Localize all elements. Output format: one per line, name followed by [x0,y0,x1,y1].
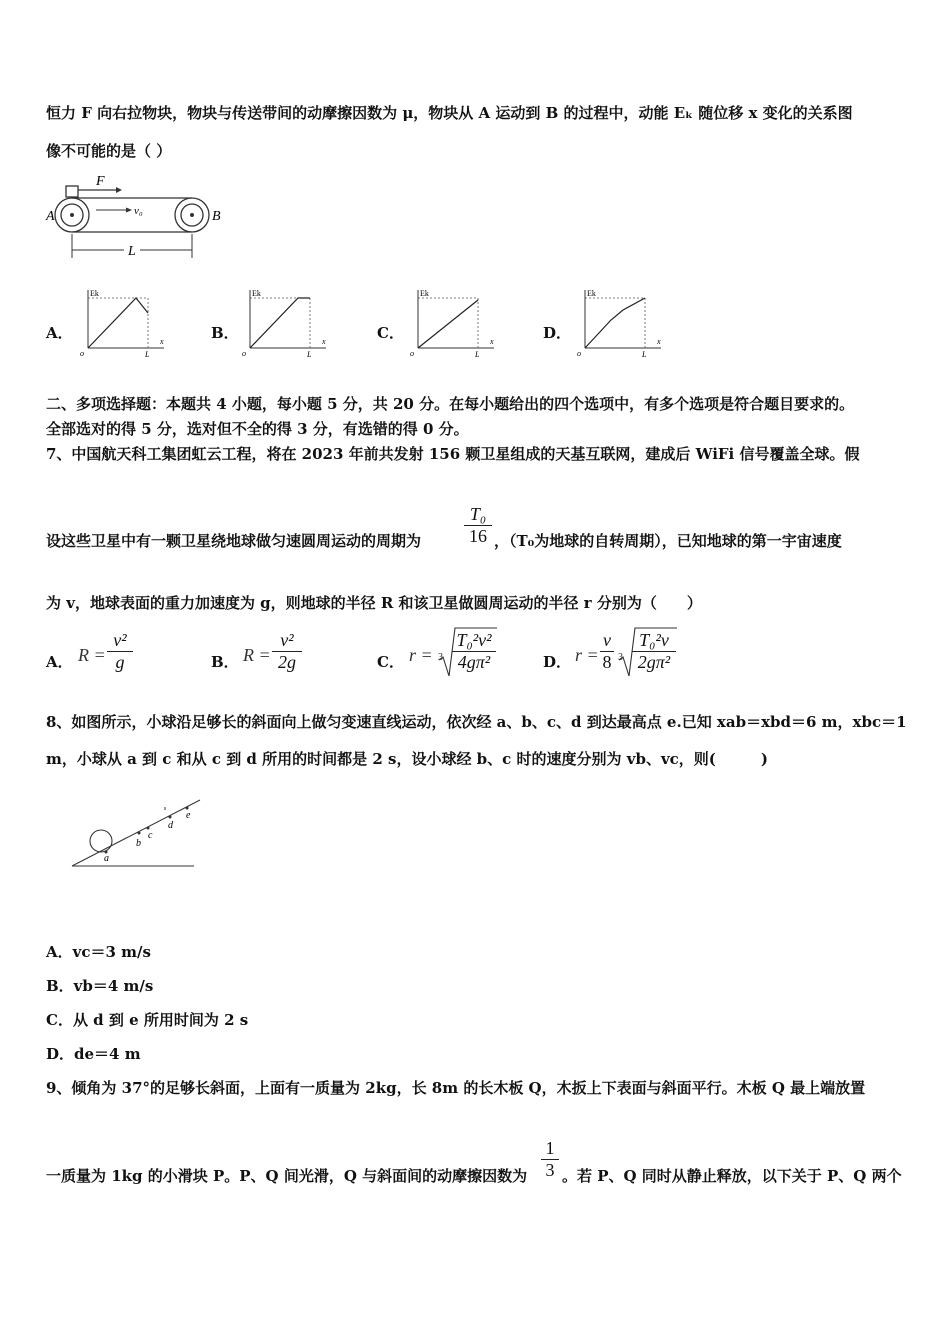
incline-label-e: e [186,810,191,821]
incline-label-d: d [168,820,173,831]
q7-stem-line3: 为 v，地球表面的重力加速度为 g，则地球的半径 R 和该卫星做圆周运动的半径 r 分别为（ ） [46,594,702,612]
incline-label-c: c [148,830,153,841]
option-label: C． [377,653,404,671]
q8-option-b[interactable]: B．vb＝4 m/s [46,977,154,995]
q6-stem-line2: 像不可能的是（ ） [46,142,172,160]
length-label: L [128,244,136,259]
friction-fraction: $\frac{1}{3}$ [541,1138,559,1181]
ek-graph-b [242,286,332,358]
coef-fraction: $\frac{v}{8}$ [600,630,614,673]
option-label: D． [543,653,572,671]
q9-stem-line2b: 。若 P、Q 同时从静止释放，以下关于 P、Q 两个 [562,1167,902,1185]
l-axis-label: L [642,350,647,358]
x-axis-label: x [657,337,661,346]
q8-stem-line2: m，小球从 a 到 c 和从 c 到 d 所用的时间都是 2 s，设小球经 b、c 时的速度分别为 vb、vc，则( ) [46,750,768,768]
origin-label: o [577,349,581,358]
conveyor-belt-figure [44,172,234,264]
ek-graph-c [410,286,500,358]
formula-lhs: R = [78,645,106,665]
formula-fraction: $\frac{\text{v²}}{2g}$ [272,630,302,673]
incline-label-b: b [136,838,141,849]
ek-curve [585,298,645,348]
root-index: 3 [618,652,623,663]
ek-curve [418,300,478,348]
velocity-label: v₀ [134,205,143,217]
q8-stem-line1: 8、如图所示，小球沿足够长的斜面向上做匀变速直线运动，依次经 a、b、c、d 到达最高点 e.已知 xab＝xbd＝6 m，xbc＝1 [46,713,907,731]
formula-lhs: r = [575,645,599,665]
force-label: F [96,174,105,189]
l-axis-label: L [307,350,312,358]
ek-graph-a [80,286,170,358]
ek-axis-label: Ek [90,289,99,298]
q8-option-d[interactable]: D．de＝4 m [46,1045,141,1063]
ek-graph-d [577,286,667,358]
section2-line1: 二、多项选择题：本题共 4 小题，每小题 5 分，共 20 分。在每小题给出的四个选项中，有多个选项是符合题目要求的。 [46,395,855,413]
option-label: C． [377,324,404,342]
root-index: 3 [438,652,443,663]
l-axis-label: L [145,350,150,358]
origin-label: o [410,349,414,358]
ek-axis-label: Ek [587,289,596,298]
ek-axis-label: Ek [420,289,429,298]
formula-lhs: R = [243,645,271,665]
q9-stem-line1: 9、倾角为 37°的足够长斜面，上面有一质量为 2kg，长 8m 的长木板 Q，木扳上下表面与斜面平行。木板 Q 最上端放置 [46,1079,866,1097]
q8-option-a[interactable]: A．vc＝3 m/s [46,943,151,961]
origin-label: o [80,349,84,358]
ek-axis-label: Ek [252,289,261,298]
option-label: B． [211,324,239,342]
l-axis-label: L [475,350,480,358]
point-a-label: A [46,209,55,224]
ek-curve [88,298,148,348]
x-axis-label: x [490,337,494,346]
x-axis-label: x [322,337,326,346]
incline-label-a: a [104,853,109,864]
period-fraction: $\frac{\text{T₀}}{16}$ [464,504,492,547]
section2-line2: 全部选对的得 5 分，选对但不全的得 3 分，有选错的得 0 分。 [46,420,469,438]
incline-figure [66,792,216,872]
formula-fraction: $\frac{\text{T₀²v²}}{\text{4gπ²}}$ [452,630,496,673]
formula-fraction: $\frac{\text{v²}}{g}$ [107,630,133,673]
formula-lhs: r = [409,645,433,665]
point-b-label: B [212,209,221,224]
ek-curve [250,298,310,348]
option-label: A． [46,653,73,671]
q9-stem-line2a: 一质量为 1kg 的小滑块 P。P、Q 间光滑，Q 与斜面间的动摩擦因数为 [46,1167,528,1185]
q6-stem-line1: 恒力 F 向右拉物块，物块与传送带间的动摩擦因数为 μ，物块从 A 运动到 B 的过程中，动能 Eₖ 随位移 x 变化的关系图 [46,104,853,122]
q8-option-c[interactable]: C．从 d 到 e 所用时间为 2 s [46,1011,249,1029]
x-axis-label: x [160,337,164,346]
option-label: D． [543,324,572,342]
q7-stem-line1: 7、中国航天科工集团虹云工程，将在 2023 年前共发射 156 颗卫星组成的天基互联网，建成后 WiFi 信号覆盖全球。假 [46,445,860,463]
option-label: B． [211,653,239,671]
formula-fraction: $\frac{\text{T₀²v}}{\text{2gπ²}}$ [632,630,676,673]
q7-stem-line2a: 设这些卫星中有一颗卫星绕地球做匀速圆周运动的周期为 [46,532,422,550]
origin-label: o [242,349,246,358]
q7-stem-line2b: ，（T₀为地球的自转周期），已知地球的第一宇宙速度 [494,532,842,550]
option-label: A． [46,324,73,342]
